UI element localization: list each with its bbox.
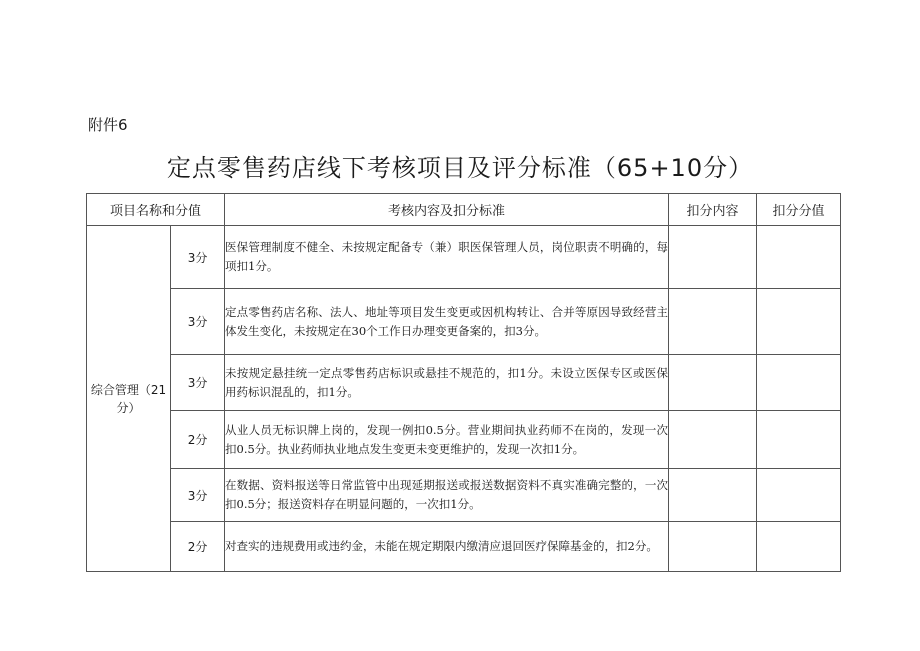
header-item: 项目名称和分值 bbox=[87, 194, 225, 226]
deduct-content-cell bbox=[669, 226, 757, 289]
deduct-score-cell bbox=[757, 411, 841, 469]
header-content: 考核内容及扣分标准 bbox=[225, 194, 669, 226]
table-row bbox=[87, 411, 841, 469]
deduct-content-cell bbox=[669, 469, 757, 522]
table-header-row bbox=[87, 194, 841, 226]
table-row bbox=[87, 469, 841, 522]
header-deduct-content: 扣分内容 bbox=[669, 194, 757, 226]
content-cell: 医保管理制度不健全、未按规定配备专（兼）职医保管理人员，岗位职责不明确的，每项扣1分。 bbox=[225, 226, 669, 289]
score-cell: 2分 bbox=[171, 522, 225, 572]
table-row bbox=[87, 522, 841, 572]
score-cell: 3分 bbox=[171, 469, 225, 522]
header-deduct-score: 扣分分值 bbox=[757, 194, 841, 226]
deduct-score-cell bbox=[757, 469, 841, 522]
score-cell: 3分 bbox=[171, 289, 225, 355]
table-row bbox=[87, 226, 841, 289]
deduct-score-cell bbox=[757, 522, 841, 572]
annex-label: 附件6 bbox=[88, 116, 128, 134]
table-row bbox=[87, 355, 841, 411]
content-cell: 定点零售药店名称、法人、地址等项目发生变更或因机构转让、合并等原因导致经营主体发生变化，未按规定在30个工作日办理变更备案的，扣3分。 bbox=[225, 289, 669, 355]
document-title: 定点零售药店线下考核项目及评分标准（65+10分） bbox=[166, 154, 754, 182]
deduct-score-cell bbox=[757, 289, 841, 355]
score-cell: 3分 bbox=[171, 355, 225, 411]
content-cell: 对查实的违规费用或违约金，未能在规定期限内缴清应退回医疗保障基金的，扣2分。 bbox=[225, 522, 669, 572]
score-cell: 2分 bbox=[171, 411, 225, 469]
table-row bbox=[87, 289, 841, 355]
deduct-score-cell bbox=[757, 226, 841, 289]
score-cell: 3分 bbox=[171, 226, 225, 289]
assessment-table bbox=[86, 193, 841, 572]
content-cell: 未按规定悬挂统一定点零售药店标识或悬挂不规范的，扣1分。未设立医保专区或医保用药标识混乱的，扣1分。 bbox=[225, 355, 669, 411]
content-cell: 从业人员无标识牌上岗的，发现一例扣0.5分。营业期间执业药师不在岗的，发现一次扣0.5分。执业药师执业地点发生变更未变更维护的，发现一次扣1分。 bbox=[225, 411, 669, 469]
content-cell: 在数据、资料报送等日常监管中出现延期报送或报送数据资料不真实准确完整的，一次扣0.5分；报送资料存在明显问题的，一次扣1分。 bbox=[225, 469, 669, 522]
deduct-content-cell bbox=[669, 289, 757, 355]
category-cell: 综合管理（21分） bbox=[87, 226, 171, 572]
deduct-content-cell bbox=[669, 522, 757, 572]
deduct-content-cell bbox=[669, 411, 757, 469]
deduct-score-cell bbox=[757, 355, 841, 411]
deduct-content-cell bbox=[669, 355, 757, 411]
